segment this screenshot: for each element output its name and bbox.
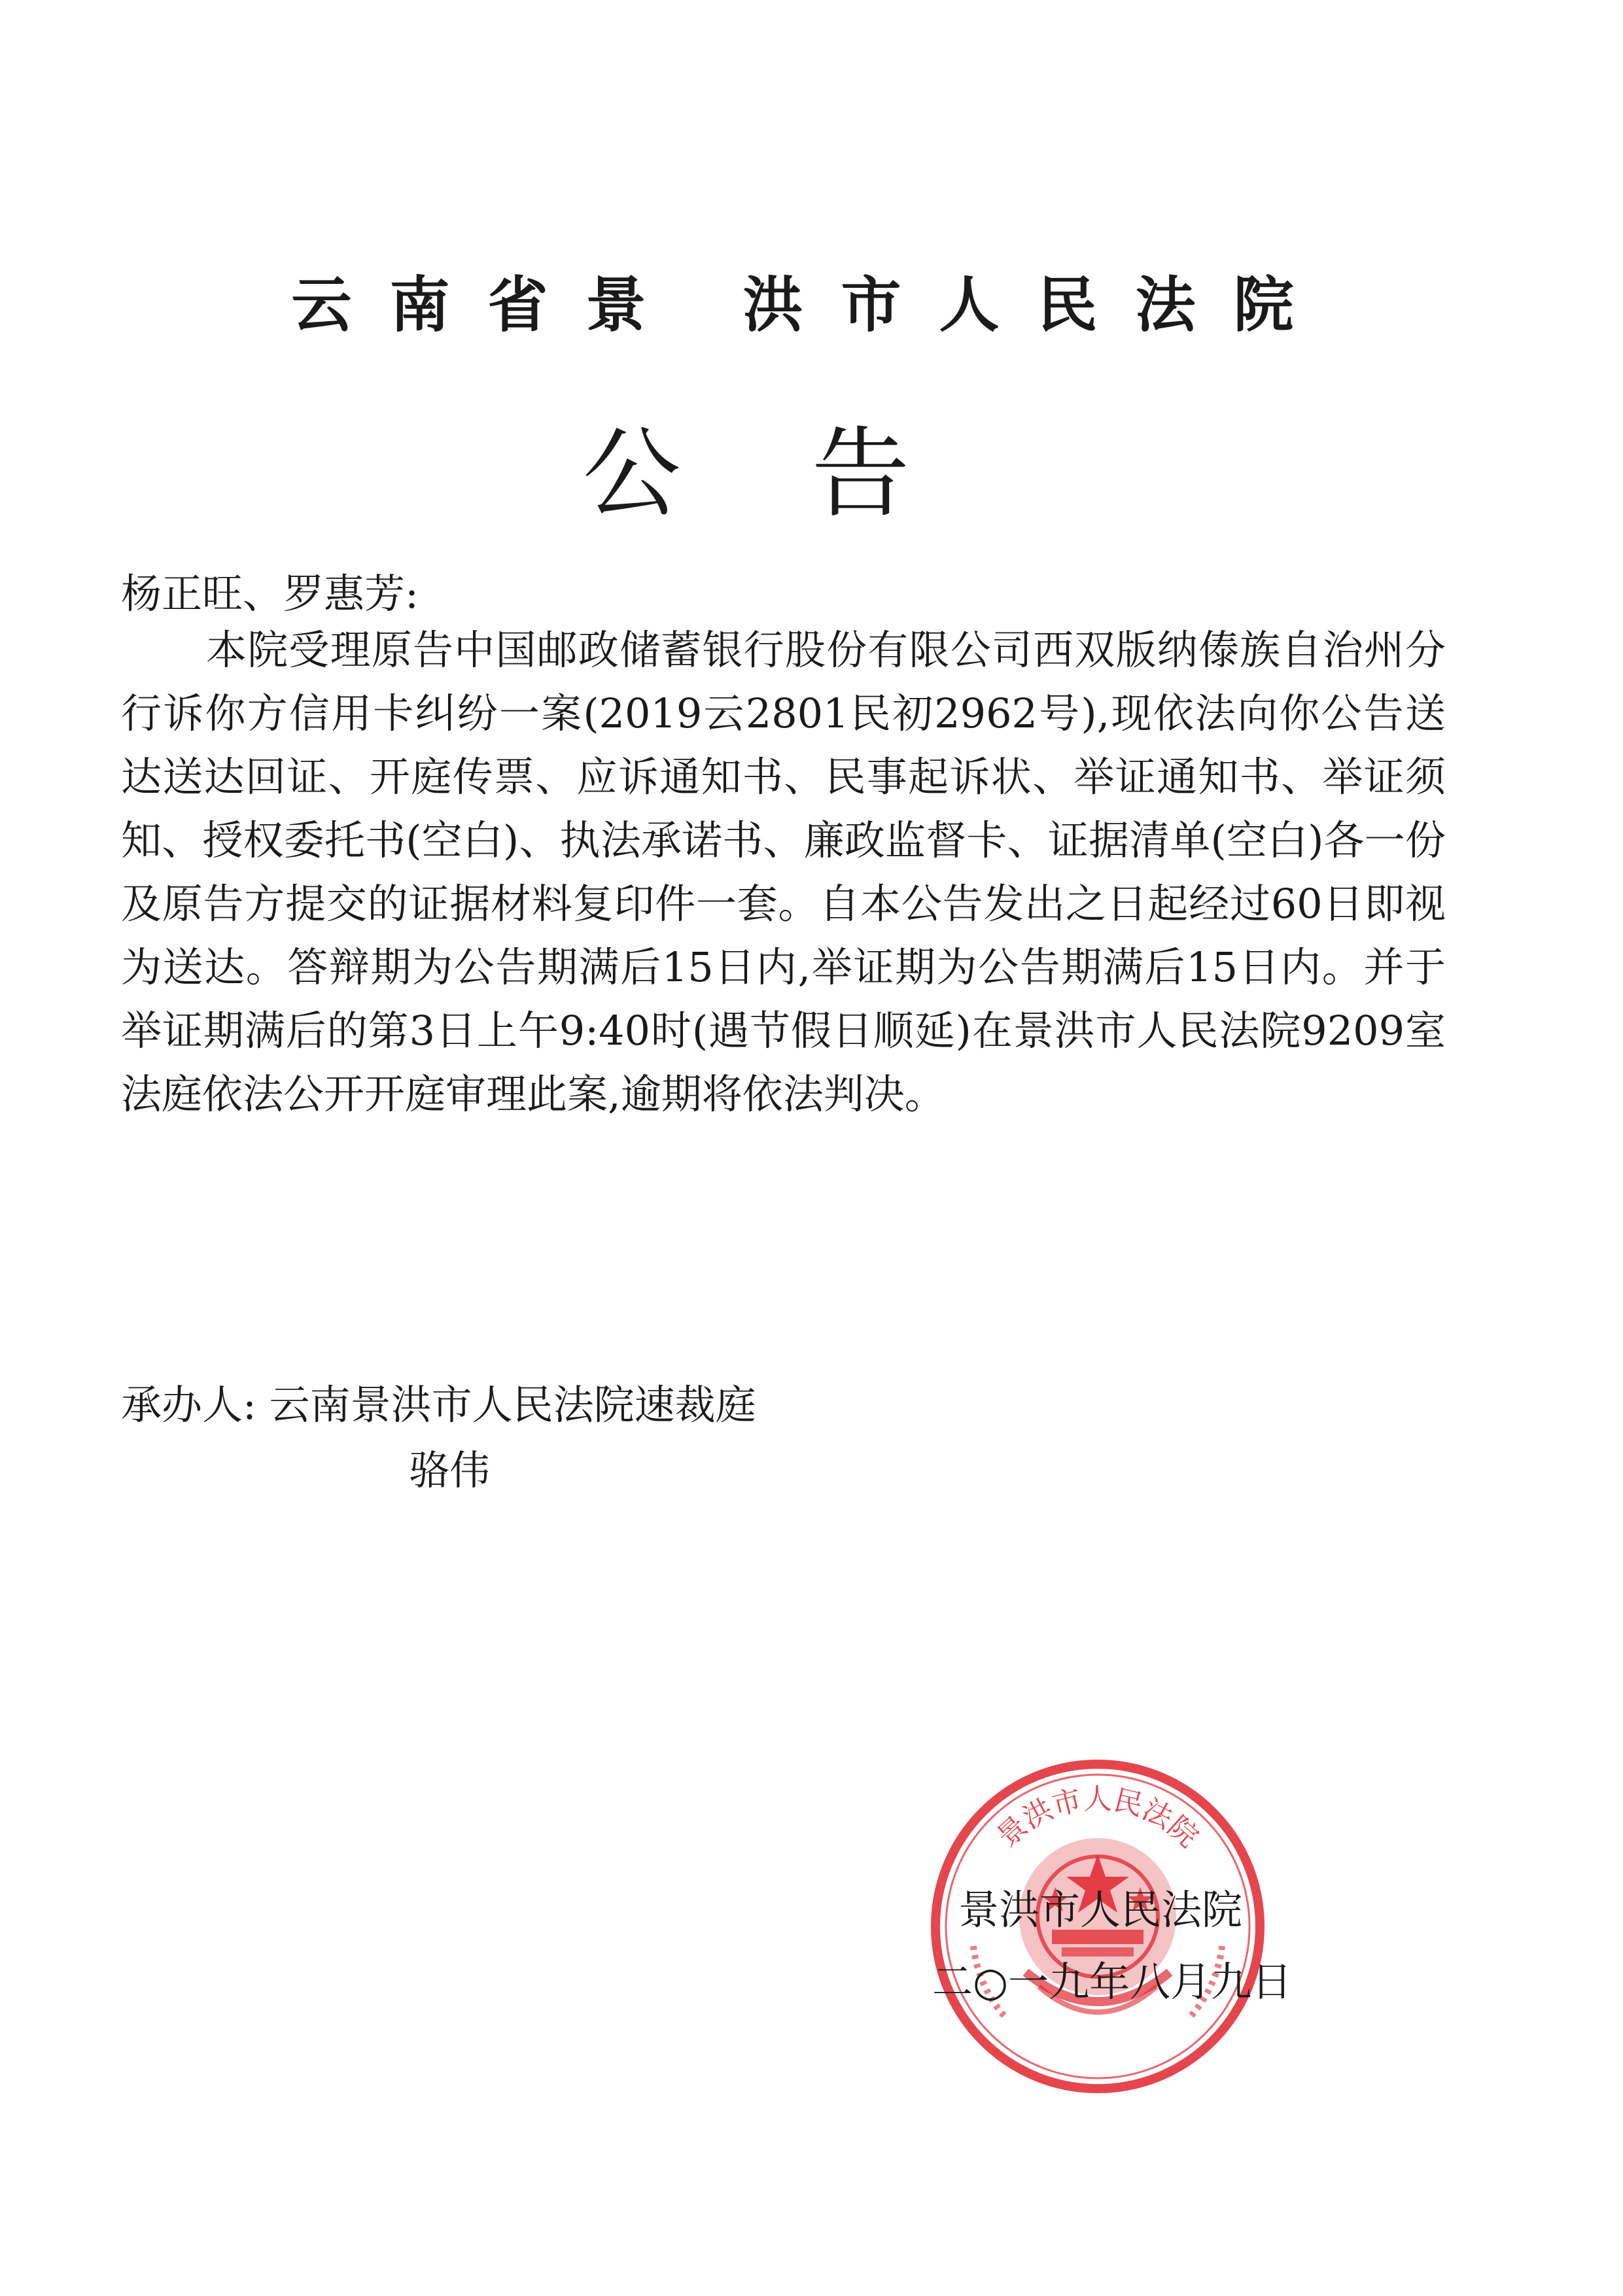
court-name: 云南省景 洪市人民法院 bbox=[291, 270, 1332, 340]
handler-name: 骆伟 bbox=[409, 1446, 491, 1494]
signature-date: 二○一九年八月九日 bbox=[932, 1958, 1293, 2006]
notice-title: 公告 bbox=[582, 417, 1041, 531]
notice-body: 本院受理原告中国邮政储蓄银行股份有限公司西双版纳傣族自治州分行诉你方信用卡纠纷一案(2019云2801民初2962号),现依法向你公告送达送达回证、开庭传票、应诉通知书、民事起诉状、举证通知书、举证须知、授权委托书(空白)、执法承诺书、廉政监督卡、证据清单(空白)各一份及原告方提交的证据材料复印件一套。自本公告发出之日起经过60日即视为送达。答辩期为公告期满后15日内,举证期为公告期满后15日内。并于举证期满后的第3日上午9:40时(遇节假日顺延)在景洪市人民法院9209室法庭依法公开开庭审理此案,逾期将依法判决。 bbox=[121, 626, 1446, 1118]
addressee: 杨正旺、罗惠芳: bbox=[121, 570, 419, 617]
signature-court: 景洪市人民法院 bbox=[958, 1886, 1243, 1934]
seal-text: 景洪市人民法院 bbox=[990, 1783, 1205, 1854]
handler-label: 承办人: 云南景洪市人民法院速裁庭 bbox=[121, 1381, 756, 1429]
